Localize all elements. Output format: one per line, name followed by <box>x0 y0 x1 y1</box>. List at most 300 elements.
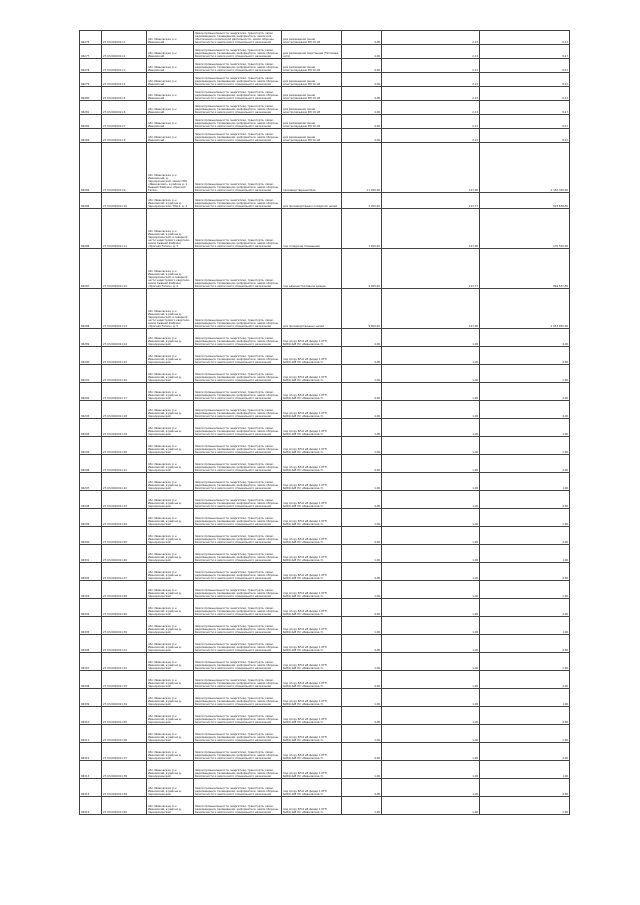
cadastral-number-cell: 27:03:0010011:3 <box>102 59 147 73</box>
permitted-use-cell: под опору ВЛ-6 кВ фидер 1 КТП 6кВ/0,4кВ ПС «Ивановская-7» <box>282 383 342 401</box>
table-row <box>80 437 570 455</box>
permitted-use-cell: под опору ВЛ-6 кВ фидер 1 КТП 6кВ/0,4кВ ПС «Ивановская-7» <box>282 689 342 707</box>
land-category-cell: Земли промышленности, энергетики, транспорта, связи, радиовещания, телевидения, информатики, земли обороны, безопасности и земли иного специального назначения <box>194 473 282 491</box>
row-number-cell: 06294 <box>80 419 102 437</box>
area-cell: 4,00 <box>342 779 382 797</box>
row-number-cell: 06298 <box>80 491 102 509</box>
specific-value-cell: 1,00 <box>382 563 480 581</box>
table-row <box>80 707 570 725</box>
specific-value-cell: 1,00 <box>382 707 480 725</box>
table-row <box>80 383 570 401</box>
cadastral-value-cell: 4,00 <box>480 563 570 581</box>
cadastral-value-cell: 8,47 <box>480 59 570 73</box>
cadastral-number-cell: 27:03:0010011:21 <box>102 455 147 473</box>
address-cell: обл. Ивановская, р-н Ивановский, в районе д. Чернореченский, ТЭЦ-2, д. 2 <box>147 193 194 209</box>
area-cell: 4 045,00 <box>342 249 382 289</box>
area-cell: 11 050,00 <box>342 143 382 193</box>
cadastral-number-cell: 27:03:0010011:22 <box>102 473 147 491</box>
specific-value-cell: 1,00 <box>382 419 480 437</box>
row-number-cell: 06310 <box>80 707 102 725</box>
specific-value-cell: 2,13 <box>382 45 480 59</box>
address-cell: обл. Ивановская, р-н Ивановский, в районе д. Чернореченский <box>147 797 194 815</box>
area-cell: 1,00 <box>342 581 382 599</box>
permitted-use-cell: под опору ВЛ-6 кВ фидер 1 КТП 6кВ/0,4кВ ПС «Ивановская-7» <box>282 527 342 545</box>
cadastral-number-cell: 27:03:0010011:14 <box>102 329 147 347</box>
area-cell: 4,00 <box>342 743 382 761</box>
permitted-use-cell: под опору ВЛ-6 кВ фидер 1 КТП 6кВ/0,4кВ ПС «Ивановская-7» <box>282 617 342 635</box>
table-row <box>80 249 570 289</box>
cadastral-number-cell: 27:03:0010011:34 <box>102 689 147 707</box>
row-number-cell: 06304 <box>80 599 102 617</box>
permitted-use-cell: под опору ВЛ-6 кВ фидер 1 КТП 6кВ/0,4кВ ПС «Ивановская-7» <box>282 599 342 617</box>
cadastral-value-cell: 1,00 <box>480 797 570 815</box>
specific-value-cell: 2,13 <box>382 129 480 143</box>
area-cell: 1,00 <box>342 473 382 491</box>
specific-value-cell: 2,13 <box>382 73 480 87</box>
cadastral-number-cell: 27:03:0010011:40 <box>102 797 147 815</box>
cadastral-value-cell: 4,00 <box>480 707 570 725</box>
land-category-cell: Земли промышленности, энергетики, транспорта, связи, радиовещания, телевидения, информатики, земли обороны, безопасности и земли иного специального назначения <box>194 563 282 581</box>
area-cell: 4,00 <box>342 31 382 45</box>
address-cell: обл. Ивановская, р-н Ивановский <box>147 59 194 73</box>
table-row <box>80 491 570 509</box>
table-row <box>80 73 570 87</box>
address-cell: обл. Ивановская, р-н Ивановский <box>147 115 194 129</box>
land-category-cell: Земли промышленности, энергетики, транспорта, связи, радиовещания, телевидения, информатики, земли обороны, безопасности и земли иного специального назначения <box>194 419 282 437</box>
cadastral-number-cell: 27:03:0010011:17 <box>102 383 147 401</box>
specific-value-cell: 1,00 <box>382 779 480 797</box>
row-number-cell: 06290 <box>80 347 102 365</box>
table-row <box>80 617 570 635</box>
cadastral-value-cell: 523 638,50 <box>480 193 570 209</box>
permitted-use-cell: производственная база <box>282 143 342 193</box>
address-cell: обл. Ивановская, р-н Ивановский <box>147 129 194 143</box>
address-cell: обл. Ивановская, р-н Ивановский, в районе д. Чернореченский, в северной части кадастрового квартала, земли бывшей Фабрики «Красная Талка», д. 5 <box>147 289 194 329</box>
cadastral-value-cell: 4,00 <box>480 779 570 797</box>
permitted-use-cell: под опору ВЛ-6 кВ фидер 1 КТП 6кВ/0,4кВ ПС «Ивановская-7» <box>282 563 342 581</box>
area-cell: 4,00 <box>342 491 382 509</box>
specific-value-cell: 1,00 <box>382 383 480 401</box>
row-number-cell: 06305 <box>80 617 102 635</box>
row-number-cell: 06286 <box>80 209 102 249</box>
cadastral-value-cell: 4,00 <box>480 743 570 761</box>
specific-value-cell: 2,13 <box>382 59 480 73</box>
row-number-cell: 06303 <box>80 581 102 599</box>
address-cell: обл. Ивановская, р-н Ивановский, в районе д. Чернореченский <box>147 329 194 347</box>
land-category-cell: Земли промышленности, энергетики, транспорта, связи, радиовещания, телевидения, информатики, земли обороны, безопасности и земли иного специального назначения <box>194 599 282 617</box>
cadastral-number-cell: 27:03:0010011:10 <box>102 193 147 209</box>
address-cell: обл. Ивановская, р-н Ивановский, д. Чернореченский, земли СПК «Ивановский», в районе д. 1 бывшей Фабрики «Красная Талка» <box>147 143 194 193</box>
table-row <box>80 115 570 129</box>
area-cell: 1,00 <box>342 509 382 527</box>
address-cell: обл. Ивановская, р-н Ивановский <box>147 73 194 87</box>
land-category-cell: Земли промышленности, энергетики, транспорта, связи, радиовещания, телевидения, информатики, земли обороны, безопасности и земли иного специального назначения <box>194 87 282 101</box>
cadastral-number-cell: 27:03:0010011:4 <box>102 73 147 87</box>
specific-value-cell: 1,00 <box>382 455 480 473</box>
row-number-cell: 06292 <box>80 383 102 401</box>
area-cell: 4,00 <box>342 87 382 101</box>
row-number-cell: 06314 <box>80 779 102 797</box>
specific-value-cell: 1,00 <box>382 509 480 527</box>
address-cell: обл. Ивановская, р-н Ивановский, в районе д. Чернореченский <box>147 491 194 509</box>
specific-value-cell: 1,00 <box>382 347 480 365</box>
cadastral-value-cell: 1,00 <box>480 653 570 671</box>
land-category-cell: Земли промышленности, энергетики, транспорта, связи, радиовещания, телевидения, информатики, земли обороны, безопасности и земли иного специального назначения <box>194 249 282 289</box>
row-number-cell: 06300 <box>80 527 102 545</box>
address-cell: обл. Ивановская, р-н Ивановский <box>147 31 194 45</box>
land-category-cell: Земли промышленности, энергетики, транспорта, связи, радиовещания, телевидения, информатики, земли обороны, безопасности и земли иного специального назначения <box>194 707 282 725</box>
row-number-cell: 06278 <box>80 59 102 73</box>
land-category-cell: Земли промышленности, энергетики, транспорта, связи, радиовещания, телевидения, информатики, земли обороны, безопасности и земли иного специального назначения <box>194 73 282 87</box>
land-category-cell: Земли промышленности, энергетики, транспорта, связи, радиовещания, телевидения, информатики, земли обороны, безопасности и земли иного специального назначения <box>194 209 282 249</box>
area-cell: 4,00 <box>342 59 382 73</box>
permitted-use-cell: под опору ВЛ-6 кВ фидер 1 КТП 6кВ/0,4кВ ПС «Ивановская-7» <box>282 761 342 779</box>
cadastral-value-cell: 8,47 <box>480 31 570 45</box>
address-cell: обл. Ивановская, р-н Ивановский, в районе д. Чернореченский <box>147 365 194 383</box>
cadastral-value-cell: 4,00 <box>480 671 570 689</box>
address-cell: обл. Ивановская, р-н Ивановский <box>147 87 194 101</box>
area-cell: 4,00 <box>342 671 382 689</box>
row-number-cell: 06277 <box>80 45 102 59</box>
row-number-cell: 06301 <box>80 545 102 563</box>
permitted-use-cell: для размещения линии электропередачи ВЛ 10 кВ <box>282 31 342 45</box>
cadastral-value-cell: 4,00 <box>480 329 570 347</box>
cadastral-value-cell: 1,00 <box>480 617 570 635</box>
specific-value-cell: 213,73 <box>382 249 480 289</box>
table-row <box>80 401 570 419</box>
land-category-cell: Земли промышленности, энергетики, транспорта, связи, радиовещания, телевидения, информатики, земли обороны, безопасности и земли иного специального назначения <box>194 455 282 473</box>
table-row <box>80 527 570 545</box>
cadastral-number-cell: 27:03:0010011:35 <box>102 707 147 725</box>
cadastral-value-cell: 4,00 <box>480 491 570 509</box>
address-cell: обл. Ивановская, р-н Ивановский, в районе д. Чернореченский, в северной части кадастрового квартала, земли бывшей Фабрики «Красная Талка», д. 4 <box>147 249 194 289</box>
row-number-cell: 06285 <box>80 193 102 209</box>
table-row <box>80 671 570 689</box>
cadastral-number-cell: 27:03:0010011:16 <box>102 365 147 383</box>
land-category-cell: Земли промышленности, энергетики, транспорта, связи, радиовещания, телевидения, информатики, земли обороны, безопасности и земли иного специального назначения <box>194 635 282 653</box>
specific-value-cell: 107,00 <box>382 209 480 249</box>
address-cell: обл. Ивановская, р-н Ивановский, в районе д. Чернореченский <box>147 473 194 491</box>
table-row <box>80 599 570 617</box>
land-category-cell: Земли промышленности, энергетики, транспорта, связи, радиовещания, телевидения, информатики, земли обороны, безопасности и земли иного специального назначения <box>194 653 282 671</box>
cadastral-number-cell: 27:03:0010011:26 <box>102 545 147 563</box>
address-cell: обл. Ивановская, р-н Ивановский <box>147 101 194 115</box>
specific-value-cell: 1,00 <box>382 617 480 635</box>
land-category-cell: Земли промышленности, энергетики, транспорта, связи, радиовещания, телевидения, информатики, земли обороны, безопасности и земли иного специального назначения <box>194 101 282 115</box>
cadastral-number-cell: 27:03:0010011:12 <box>102 249 147 289</box>
cadastral-value-cell: 1,00 <box>480 545 570 563</box>
area-cell: 2 450,00 <box>342 193 382 209</box>
specific-value-cell: 1,00 <box>382 581 480 599</box>
land-category-cell: Земли промышленности, энергетики, транспорта, связи, радиовещания, телевидения, информатики, земли обороны, безопасности и земли иного специального назначения <box>194 527 282 545</box>
area-cell: 1,00 <box>342 419 382 437</box>
permitted-use-cell: под складские помещения <box>282 209 342 249</box>
land-category-cell: Земли промышленности, энергетики, транспорта, связи, радиовещания, телевидения, информатики, земли обороны, безопасности и земли иного специального назначения <box>194 743 282 761</box>
cadastral-value-cell: 8,47 <box>480 73 570 87</box>
address-cell: обл. Ивановская, р-н Ивановский, в районе д. Чернореченский <box>147 437 194 455</box>
area-cell: 1,00 <box>342 725 382 743</box>
table-row <box>80 59 570 73</box>
row-number-cell: 06299 <box>80 509 102 527</box>
land-category-cell: Земли промышленности, энергетики, транспорта, связи, радиовещания, телевидения, информатики, земли обороны, безопасности и земли иного специального назначения <box>194 383 282 401</box>
land-category-cell: Земли промышленности, энергетики, транспорта, связи, радиовещания, телевидения, информатики, земли обороны, безопасности и земли иного специального назначения <box>194 725 282 743</box>
cadastral-value-cell: 4,00 <box>480 527 570 545</box>
area-cell: 4,00 <box>342 401 382 419</box>
cadastral-number-cell: 27:03:0010011:38 <box>102 761 147 779</box>
permitted-use-cell: для производственных целей <box>282 289 342 329</box>
specific-value-cell: 1,00 <box>382 473 480 491</box>
address-cell: обл. Ивановская, р-н Ивановский, в районе д. Чернореченский <box>147 401 194 419</box>
cadastral-value-cell: 4,00 <box>480 401 570 419</box>
cadastral-value-cell: 4,00 <box>480 455 570 473</box>
area-cell: 4,00 <box>342 707 382 725</box>
land-category-cell: Земли промышленности, энергетики, транспорта, связи, радиовещания, телевидения, информатики, земли обороны, безопасности и земли иного специального назначения <box>194 797 282 815</box>
cadastral-number-cell: 27:03:0010011:28 <box>102 581 147 599</box>
table-row <box>80 779 570 797</box>
permitted-use-cell: под опору ВЛ-6 кВ фидер 1 КТП 6кВ/0,4кВ ПС «Ивановская-7» <box>282 635 342 653</box>
row-number-cell: 06291 <box>80 365 102 383</box>
specific-value-cell: 107,00 <box>382 289 480 329</box>
address-cell: обл. Ивановская, р-н Ивановский, в районе д. Чернореченский <box>147 383 194 401</box>
land-category-cell: Земли промышленности, энергетики, транспорта, связи, радиовещания, телевидения, информатики, земли обороны, безопасности и земли иного специального назначения <box>194 437 282 455</box>
land-category-cell: Земли промышленности, энергетики, транспорта, связи, радиовещания, телевидения, информатики, земли для обеспечения космической деятельности, земли обороны, безопасности и земли иного специального назначения <box>194 31 282 45</box>
permitted-use-cell: под опору ВЛ-6 кВ фидер 1 КТП 6кВ/0,4кВ ПС «Ивановская-7» <box>282 455 342 473</box>
permitted-use-cell: для размещения линии электропередачи ВЛ 10 кВ <box>282 101 342 115</box>
specific-value-cell: 1,00 <box>382 761 480 779</box>
address-cell: обл. Ивановская, р-н Ивановский, в районе д. Чернореченский <box>147 545 194 563</box>
row-number-cell: 06308 <box>80 671 102 689</box>
row-number-cell: 06289 <box>80 329 102 347</box>
address-cell: обл. Ивановская, р-н Ивановский, в районе д. Чернореченский <box>147 509 194 527</box>
specific-value-cell: 1,00 <box>382 437 480 455</box>
row-number-cell: 06315 <box>80 797 102 815</box>
land-category-cell: Земли промышленности, энергетики, транспорта, связи, радиовещания, телевидения, информатики, земли обороны, безопасности и земли иного специального назначения <box>194 143 282 193</box>
table-row <box>80 129 570 143</box>
address-cell: обл. Ивановская, р-н Ивановский, в районе д. Чернореченский <box>147 671 194 689</box>
permitted-use-cell: под опору ВЛ-6 кВ фидер 1 КТП 6кВ/0,4кВ ПС «Ивановская-7» <box>282 797 342 815</box>
row-number-cell: 06293 <box>80 401 102 419</box>
address-cell: обл. Ивановская, р-н Ивановский, в районе д. Чернореченский <box>147 455 194 473</box>
cadastral-value-cell: 8,47 <box>480 45 570 59</box>
specific-value-cell: 1,00 <box>382 365 480 383</box>
area-cell: 4,00 <box>342 563 382 581</box>
cadastral-number-cell: 27:03:0010011:1 <box>102 31 147 45</box>
land-category-cell: Земли промышленности, энергетики, транспорта, связи, радиовещания, телевидения, информатики, земли обороны, безопасности и земли иного специального назначения <box>194 115 282 129</box>
area-cell: 4,00 <box>342 45 382 59</box>
specific-value-cell: 1,00 <box>382 797 480 815</box>
cadastral-number-cell: 27:03:0010011:13 <box>102 289 147 329</box>
permitted-use-cell: для производственно-складских целей <box>282 193 342 209</box>
specific-value-cell: 1,00 <box>382 689 480 707</box>
cadastral-number-cell: 27:03:0010011:7 <box>102 115 147 129</box>
area-cell: 1,00 <box>342 617 382 635</box>
row-number-cell: 06288 <box>80 289 102 329</box>
land-category-cell: Земли промышленности, энергетики, транспорта, связи, радиовещания, телевидения, информатики, земли обороны, безопасности и земли иного специального назначения <box>194 45 282 59</box>
area-cell: 4,00 <box>342 129 382 143</box>
address-cell: обл. Ивановская, р-н Ивановский, в районе д. Чернореченский <box>147 419 194 437</box>
permitted-use-cell: под опору ВЛ-6 кВ фидер 1 КТП 6кВ/0,4кВ ПС «Ивановская-7» <box>282 419 342 437</box>
specific-value-cell: 1,00 <box>382 545 480 563</box>
address-cell: обл. Ивановская, р-н Ивановский, в районе д. Чернореченский <box>147 347 194 365</box>
area-cell: 1,00 <box>342 653 382 671</box>
specific-value-cell: 2,13 <box>382 101 480 115</box>
row-number-cell: 06276 <box>80 31 102 45</box>
cadastral-number-cell: 27:03:0010011:31 <box>102 635 147 653</box>
land-category-cell: Земли промышленности, энергетики, транспорта, связи, радиовещания, телевидения, информатики, земли обороны, безопасности и земли иного специального назначения <box>194 671 282 689</box>
table-row <box>80 761 570 779</box>
cadastral-value-cell: 864 537,85 <box>480 249 570 289</box>
table-row <box>80 653 570 671</box>
permitted-use-cell: под опору ВЛ-6 кВ фидер 1 КТП 6кВ/0,4кВ ПС «Ивановская-7» <box>282 743 342 761</box>
specific-value-cell: 2,13 <box>382 115 480 129</box>
land-category-cell: Земли промышленности, энергетики, транспорта, связи, радиовещания, телевидения, информатики, земли обороны, безопасности и земли иного специального назначения <box>194 401 282 419</box>
specific-value-cell: 2,13 <box>382 87 480 101</box>
table-row <box>80 581 570 599</box>
specific-value-cell: 1,00 <box>382 653 480 671</box>
cadastral-number-cell: 27:03:0010011:2 <box>102 45 147 59</box>
table-row <box>80 563 570 581</box>
table-row <box>80 725 570 743</box>
table-row <box>80 87 570 101</box>
land-category-cell: Земли промышленности, энергетики, транспорта, связи, радиовещания, телевидения, информатики, земли обороны, безопасности и земли иного специального назначения <box>194 491 282 509</box>
address-cell: обл. Ивановская, р-н Ивановский, в районе д. Чернореченский <box>147 725 194 743</box>
area-cell: 1 650,00 <box>342 209 382 249</box>
address-cell: обл. Ивановская, р-н Ивановский, в районе д. Чернореченский <box>147 527 194 545</box>
cadastral-number-cell: 27:03:0010011:6 <box>102 101 147 115</box>
land-category-cell: Земли промышленности, энергетики, транспорта, связи, радиовещания, телевидения, информатики, земли обороны, безопасности и земли иного специального назначения <box>194 193 282 209</box>
land-category-cell: Земли промышленности, энергетики, транспорта, связи, радиовещания, телевидения, информатики, земли обороны, безопасности и земли иного специального назначения <box>194 545 282 563</box>
row-number-cell: 06280 <box>80 87 102 101</box>
area-cell: 1,00 <box>342 437 382 455</box>
cadastral-number-cell: 27:03:0010011:19 <box>102 419 147 437</box>
land-category-cell: Земли промышленности, энергетики, транспорта, связи, радиовещания, телевидения, информатики, земли обороны, безопасности и земли иного специального назначения <box>194 509 282 527</box>
address-cell: обл. Ивановская, р-н Ивановский, в районе д. Чернореченский <box>147 563 194 581</box>
address-cell: обл. Ивановская, р-н Ивановский, в районе д. Чернореченский <box>147 653 194 671</box>
row-number-cell: 06313 <box>80 761 102 779</box>
table-body <box>80 31 570 815</box>
permitted-use-cell: под опору ВЛ-6 кВ фидер 1 КТП 6кВ/0,4кВ ПС «Ивановская-7» <box>282 347 342 365</box>
permitted-use-cell: под опору ВЛ-6 кВ фидер 1 КТП 6кВ/0,4кВ ПС «Ивановская-7» <box>282 401 342 419</box>
cadastral-number-cell: 27:03:0010011:18 <box>102 401 147 419</box>
cadastral-value-cell: 8,47 <box>480 115 570 129</box>
cadastral-value-cell: 1 053 950,00 <box>480 289 570 329</box>
land-category-cell: Земли промышленности, энергетики, транспорта, связи, радиовещания, телевидения, информатики, земли обороны, безопасности и земли иного специального назначения <box>194 129 282 143</box>
cadastral-value-cell: 1,00 <box>480 473 570 491</box>
row-number-cell: 06297 <box>80 473 102 491</box>
specific-value-cell: 1,00 <box>382 329 480 347</box>
table-row <box>80 45 570 59</box>
area-cell: 4,00 <box>342 383 382 401</box>
permitted-use-cell: для размещения линии электропередачи ВЛ 10 кВ <box>282 73 342 87</box>
cadastral-value-cell: 4,00 <box>480 635 570 653</box>
land-category-cell: Земли промышленности, энергетики, транспорта, связи, радиовещания, телевидения, информатики, земли обороны, безопасности и земли иного специального назначения <box>194 289 282 329</box>
row-number-cell: 06306 <box>80 635 102 653</box>
table-row <box>80 545 570 563</box>
specific-value-cell: 1,00 <box>382 599 480 617</box>
land-category-cell: Земли промышленности, энергетики, транспорта, связи, радиовещания, телевидения, информатики, земли обороны, безопасности и земли иного специального назначения <box>194 365 282 383</box>
row-number-cell: 06296 <box>80 455 102 473</box>
row-number-cell: 06309 <box>80 689 102 707</box>
area-cell: 4,00 <box>342 347 382 365</box>
cadastral-number-cell: 27:03:0010011:11 <box>102 209 147 249</box>
cadastral-number-cell: 27:03:0010011:39 <box>102 779 147 797</box>
area-cell: 4,00 <box>342 527 382 545</box>
cadastral-value-cell: 1,00 <box>480 581 570 599</box>
address-cell: обл. Ивановская, р-н Ивановский, в районе д. Чернореченский <box>147 581 194 599</box>
table-row <box>80 31 570 45</box>
permitted-use-cell: под опору ВЛ-6 кВ фидер 1 КТП 6кВ/0,4кВ ПС «Ивановская-7» <box>282 653 342 671</box>
permitted-use-cell: для размещения линии электропередачи ВЛ 10 кВ <box>282 129 342 143</box>
area-cell: 4,00 <box>342 599 382 617</box>
cadastral-value-cell: 8,47 <box>480 87 570 101</box>
table-row <box>80 455 570 473</box>
cadastral-value-cell: 1,00 <box>480 419 570 437</box>
cadastral-number-cell: 27:03:0010011:5 <box>102 87 147 101</box>
table-row <box>80 635 570 653</box>
area-cell: 4,00 <box>342 329 382 347</box>
table-row <box>80 509 570 527</box>
table-row <box>80 419 570 437</box>
cadastral-number-cell: 27:03:0010011:29 <box>102 599 147 617</box>
cadastral-number-cell: 27:03:0010011:37 <box>102 743 147 761</box>
table-row <box>80 797 570 815</box>
cadastral-number-cell: 27:03:0010011:30 <box>102 617 147 635</box>
area-cell: 1,00 <box>342 689 382 707</box>
specific-value-cell: 1,00 <box>382 743 480 761</box>
address-cell: обл. Ивановская, р-н Ивановский, в районе д. Чернореченский, в северной части кадастрового квартала, земли бывшей Фабрики «Красная Талка», д. 3 <box>147 209 194 249</box>
permitted-use-cell: под опору ВЛ-6 кВ фидер 1 КТП 6кВ/0,4кВ ПС «Ивановская-7» <box>282 365 342 383</box>
address-cell: обл. Ивановская, р-н Ивановский, в районе д. Чернореченский <box>147 743 194 761</box>
table-row <box>80 329 570 347</box>
cadastral-value-cell: 176 550,00 <box>480 209 570 249</box>
table-row <box>80 473 570 491</box>
area-cell: 1,00 <box>342 365 382 383</box>
table-row <box>80 193 570 209</box>
permitted-use-cell: для размещения линии электропередачи ВЛ 10 кВ <box>282 87 342 101</box>
row-number-cell: 06284 <box>80 143 102 193</box>
land-category-cell: Земли промышленности, энергетики, транспорта, связи, радиовещания, телевидения, информатики, земли обороны, безопасности и земли иного специального назначения <box>194 329 282 347</box>
permitted-use-cell: под опору ВЛ-6 кВ фидер 1 КТП 6кВ/0,4кВ ПС «Ивановская-7» <box>282 437 342 455</box>
permitted-use-cell: под опору ВЛ-6 кВ фидер 1 КТП 6кВ/0,4кВ ПС «Ивановская-7» <box>282 779 342 797</box>
area-cell: 4,00 <box>342 115 382 129</box>
permitted-use-cell: под опору ВЛ-6 кВ фидер 1 КТП 6кВ/0,4кВ ПС «Ивановская-7» <box>282 671 342 689</box>
permitted-use-cell: для размещения линии электропередачи ВЛ 10 кВ <box>282 59 342 73</box>
table-row <box>80 209 570 249</box>
row-number-cell: 06279 <box>80 73 102 87</box>
land-category-cell: Земли промышленности, энергетики, транспорта, связи, радиовещания, телевидения, информатики, земли обороны, безопасности и земли иного специального назначения <box>194 347 282 365</box>
address-cell: обл. Ивановская, р-н Ивановский, в районе д. Чернореченский <box>147 599 194 617</box>
permitted-use-cell: под опору ВЛ-6 кВ фидер 1 КТП 6кВ/0,4кВ ПС «Ивановская-7» <box>282 545 342 563</box>
cadastral-number-cell: 27:03:0010011:36 <box>102 725 147 743</box>
table-row <box>80 365 570 383</box>
cadastral-value-cell: 1,00 <box>480 437 570 455</box>
cadastral-value-cell: 1,00 <box>480 761 570 779</box>
address-cell: обл. Ивановская, р-н Ивановский, в районе д. Чернореченский <box>147 617 194 635</box>
row-number-cell: 06302 <box>80 563 102 581</box>
document-page <box>79 30 569 892</box>
address-cell: обл. Ивановская, р-н Ивановский, в районе д. Чернореченский <box>147 707 194 725</box>
cadastral-number-cell: 27:03:0010011:15 <box>102 347 147 365</box>
row-number-cell: 06311 <box>80 725 102 743</box>
land-category-cell: Земли промышленности, энергетики, транспорта, связи, радиовещания, телевидения, информатики, земли обороны, безопасности и земли иного специального назначения <box>194 689 282 707</box>
cadastral-number-cell: 27:03:0010011:32 <box>102 653 147 671</box>
specific-value-cell: 213,73 <box>382 193 480 209</box>
cadastral-number-cell: 27:03:0010011:27 <box>102 563 147 581</box>
area-cell: 1,00 <box>342 761 382 779</box>
permitted-use-cell: под опору ВЛ-6 кВ фидер 1 КТП 6кВ/0,4кВ ПС «Ивановская-7» <box>282 581 342 599</box>
cadastral-number-cell: 27:03:0010011:20 <box>102 437 147 455</box>
permitted-use-cell: под опору ВЛ-6 кВ фидер 1 КТП 6кВ/0,4кВ ПС «Ивановская-7» <box>282 473 342 491</box>
